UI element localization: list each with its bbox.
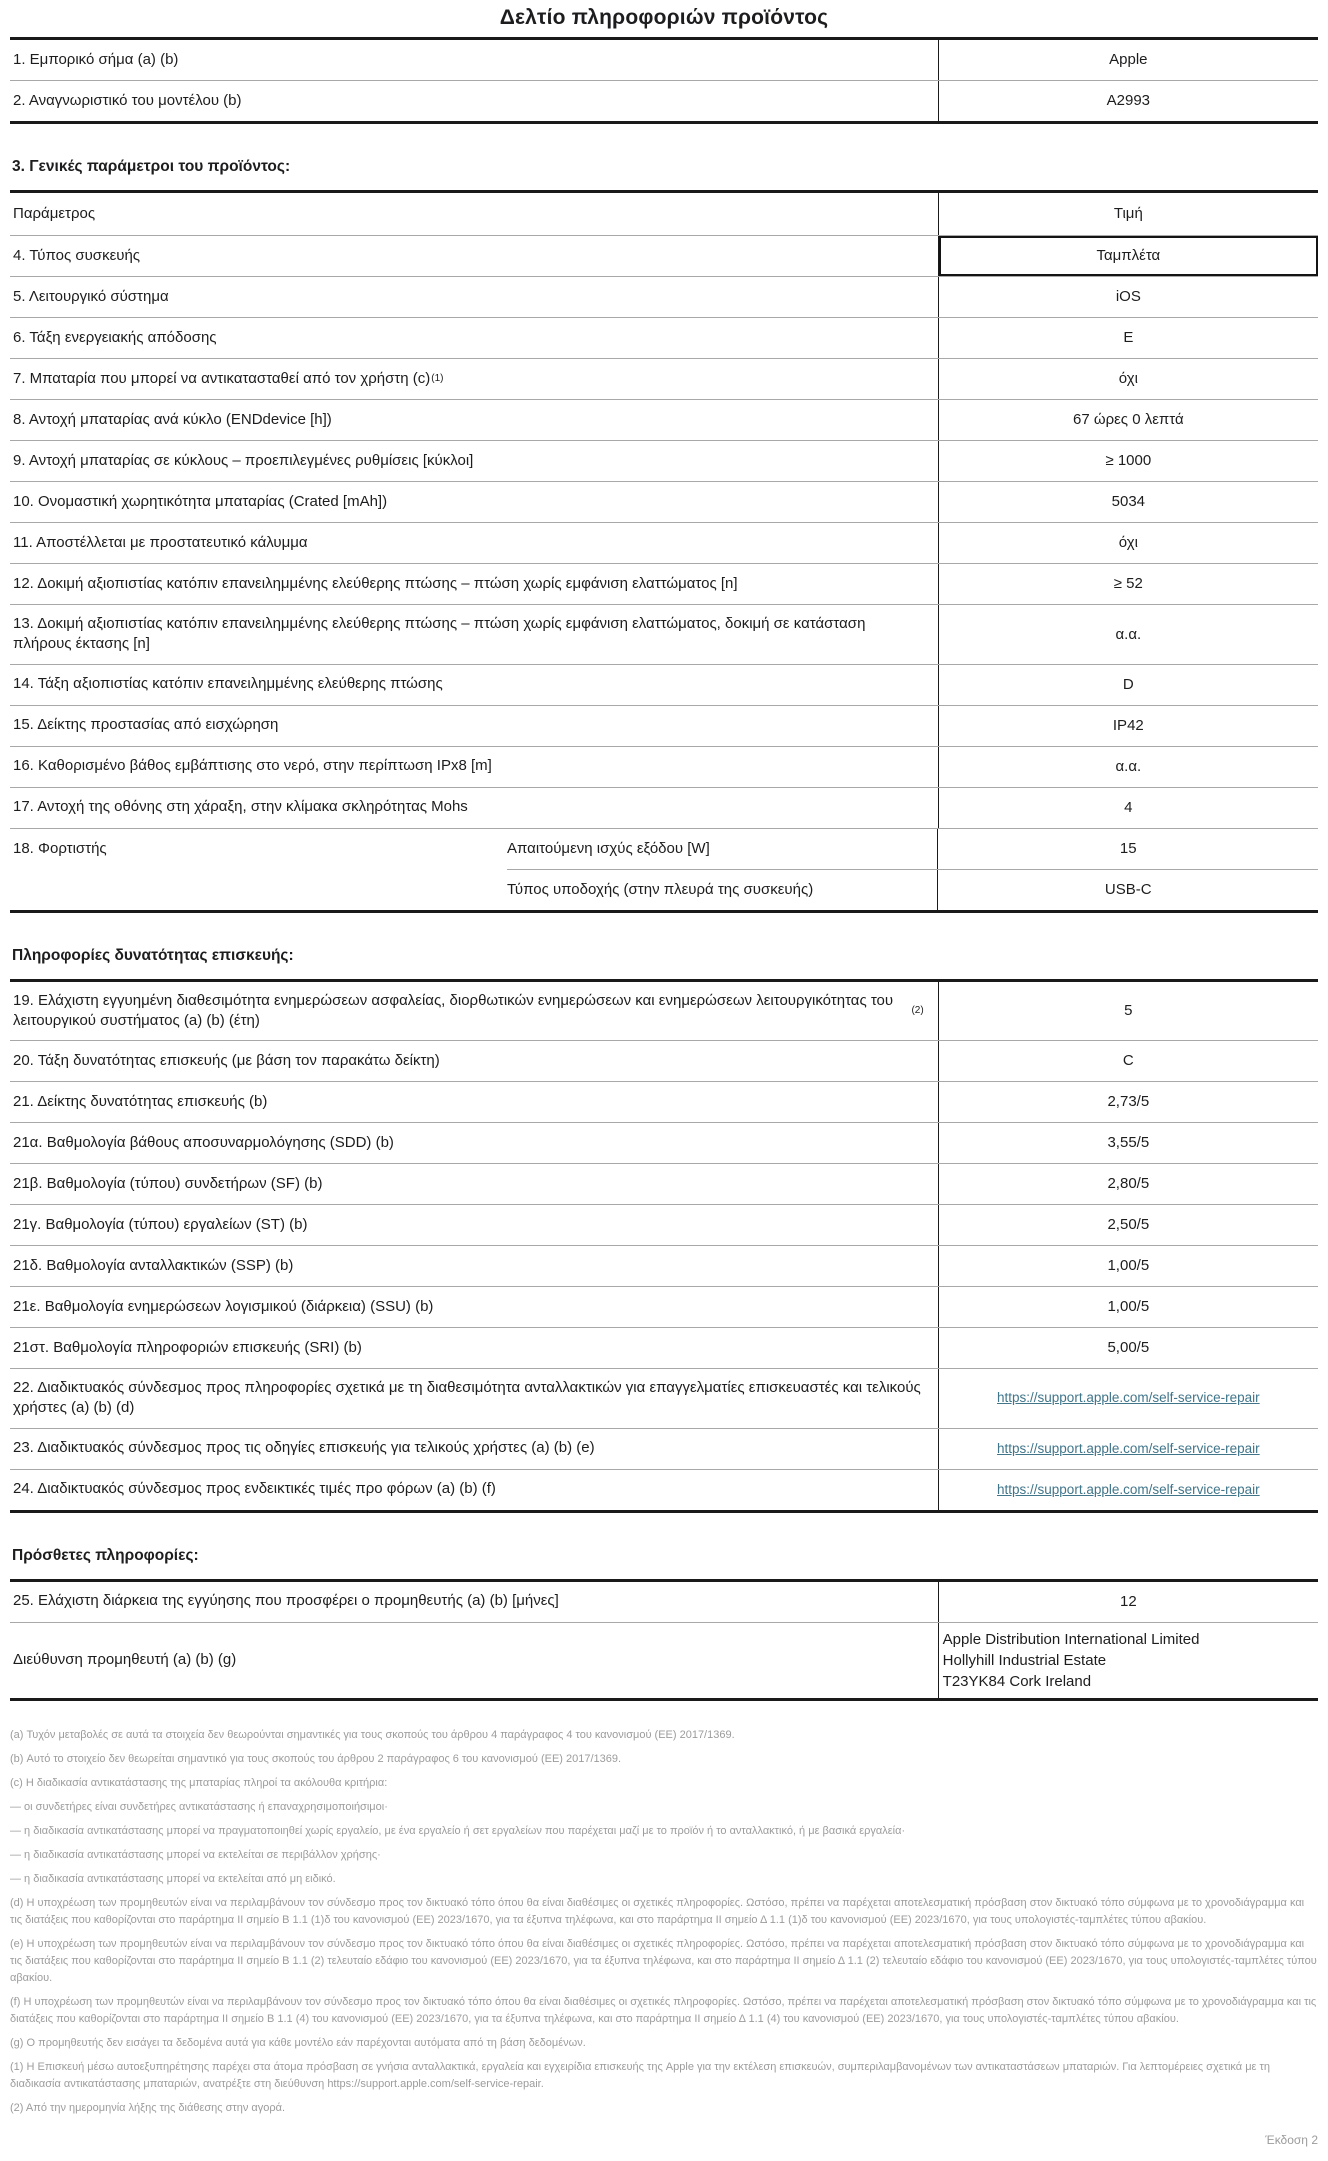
- param-label: 16. Καθορισμένο βάθος εμβάπτισης στο νερό, στην περίπτωση IPx8 [m]: [10, 747, 939, 787]
- param-label: 25. Ελάχιστη διάρκεια της εγγύησης που προσφέρει ο προμηθευτής (a) (b) [μήνες]: [10, 1582, 939, 1622]
- table-row-mohs-hardness: [10, 787, 1318, 828]
- param-value: iOS: [1115, 288, 1141, 306]
- param-value: 4: [1124, 798, 1133, 816]
- footnote: — η διαδικασία αντικατάστασης μπορεί να πραγματοποιηθεί χωρίς εργαλείο, με ένα εργαλείο ή σετ εργαλείων που παρέχεται μαζί με το προϊόν ή το ανταλλακτικό, ή με βασικά εργαλεία·: [10, 1824, 906, 1837]
- param-label: Τύπος υποδοχής (στην πλευρά της συσκευής): [507, 870, 938, 910]
- param-value: 15: [1119, 840, 1137, 857]
- param-label: 18. Φορτιστής: [13, 839, 107, 857]
- param-label: 7. Μπαταρία που μπορεί να αντικατασταθεί από τον χρήστη (c): [13, 369, 431, 387]
- repairability-heading: Πληροφορίες δυνατότητας επισκευής:: [12, 946, 294, 964]
- param-label: 8. Αντοχή μπαταρίας ανά κύκλο (ENDdevice [h]): [10, 400, 939, 440]
- param-value: IP42: [1112, 716, 1144, 734]
- table-row-device-type: [10, 235, 1318, 276]
- table-row-immersion-depth: [10, 746, 1318, 787]
- table-row-ingress-protection: [10, 705, 1318, 746]
- param-value: 2,80/5: [1107, 1175, 1150, 1193]
- table-row-supplier-address: [10, 1622, 1318, 1698]
- param-label: 19. Ελάχιστη εγγυημένη διαθεσιμότητα ενημερώσεων ασφαλείας, διορθωτικών ενημερώσεων και ενημερώσεων λειτουργικότητας του λειτουργικού συστήματος (a) (b) (έτη): [13, 991, 894, 1029]
- value-column-header: Τιμή: [1113, 205, 1143, 223]
- table-row-user-replaceable-battery: 7. Μπαταρία που μπορεί να αντικατασταθεί από τον χρήστη (c) (1) όχι: [10, 358, 1318, 399]
- table-row-repair-instructions-link: [10, 1428, 1318, 1469]
- param-label: 4. Τύπος συσκευής: [10, 236, 939, 276]
- footnote: (g) Ο προμηθευτής δεν εισάγει τα δεδομένα αυτά για κάθε μοντέλο εάν παρέχονται αυτόματα από τη βάση δεδομένων.: [10, 2037, 586, 2050]
- table-row-repairability-class: [10, 1040, 1318, 1081]
- param-value: 5034: [1111, 493, 1146, 511]
- table-row-model: [10, 80, 1318, 121]
- table-row-spare-parts-link: [10, 1368, 1318, 1428]
- param-value: 5: [1124, 1002, 1133, 1019]
- param-label: 21στ. Βαθμολογία πληροφοριών επισκευής (SRI) (b): [10, 1328, 939, 1368]
- general-params-heading: 3. Γενικές παράμετροι του προϊόντος:: [12, 158, 291, 175]
- table-row-ssu-score: [10, 1286, 1318, 1327]
- param-label: 12. Δοκιμή αξιοπιστίας κατόπιν επανειλημμένης ελεύθερης πτώσης – πτώση χωρίς εμφάνιση ελαττώματος [n]: [10, 564, 939, 604]
- table-header-row: [10, 193, 1318, 235]
- device-type-value-box: Ταμπλέτα: [939, 236, 1318, 276]
- param-label: 21ε. Βαθμολογία ενημερώσεων λογισμικού (διάρκεια) (SSU) (b): [10, 1287, 939, 1327]
- table-row-repairability-index: [10, 1081, 1318, 1122]
- table-row-st-score: [10, 1204, 1318, 1245]
- footnote: (c) Η διαδικασία αντικατάστασης της μπαταρίας πληροί τα ακόλουθα κριτήρια:: [10, 1776, 388, 1789]
- address-line: Hollyhill Industrial Estate: [942, 1651, 1107, 1669]
- param-value: 1,00/5: [1107, 1298, 1150, 1316]
- footnote: — η διαδικασία αντικατάστασης μπορεί να εκτελείται από μη ειδικό.: [10, 1872, 336, 1885]
- table-row-os: [10, 276, 1318, 317]
- self-service-repair-link[interactable]: https://support.apple.com/self-service-repair: [997, 1390, 1260, 1406]
- footnotes-section: [10, 1727, 1318, 2118]
- param-label: 11. Αποστέλλεται με προστατευτικό κάλυμμα: [10, 523, 939, 563]
- param-value: C: [1122, 1052, 1134, 1070]
- param-label: 6. Τάξη ενεργειακής απόδοσης: [10, 318, 939, 358]
- table-row-charger: [10, 828, 1318, 910]
- param-label: Απαιτούμενη ισχύς εξόδου [W]: [507, 829, 938, 869]
- repairability-table: [10, 979, 1318, 1513]
- param-value: USB-C: [1104, 881, 1152, 898]
- param-value: Apple: [1109, 51, 1148, 69]
- param-label: 20. Τάξη δυνατότητας επισκευής (με βάση τον παρακάτω δείκτη): [10, 1041, 939, 1081]
- param-value: α.α.: [1115, 625, 1142, 643]
- param-label: 21α. Βαθμολογία βάθους αποσυναρμολόγησης (SDD) (b): [10, 1123, 939, 1163]
- table-row-battery-endurance-cycle: [10, 399, 1318, 440]
- param-label: Διεύθυνση προμηθευτή (a) (b) (g): [10, 1623, 939, 1698]
- table-row-fall-reliability-class: [10, 664, 1318, 705]
- footnote: (1) Η Επισκευή μέσω αυτοεξυπηρέτησης παρέχει στα άτομα πρόσβαση σε γνήσια ανταλλακτικά, εργαλεία και εγχειρίδια επισκευής της Apple για την εκτέλεση επισκευών, συμπεριλαμβανομένων των αντικαταστάσεων μπαταριών. Για λεπτομέρειες σχετικά με τη διαδικασία αντικατάστασης μπαταριών, ανατρέξτε στη διεύθυνση https://support.apple.com/self-service-repair.: [10, 2061, 1270, 2091]
- param-label: 10. Ονομαστική χωρητικότητα μπαταρίας (Crated [mAh]): [10, 482, 939, 522]
- table-row-battery-cycles: [10, 440, 1318, 481]
- param-label: 24. Διαδικτυακός σύνδεσμος προς ενδεικτικές τιμές προ φόρων (a) (b) (f): [10, 1470, 939, 1510]
- param-label: 21δ. Βαθμολογία ανταλλακτικών (SSP) (b): [10, 1246, 939, 1286]
- table-row-guaranteed-updates: 19. Ελάχιστη εγγυημένη διαθεσιμότητα ενημερώσεων ασφαλείας, διορθωτικών ενημερώσεων και ενημερώσεων λειτουργικότητας του λειτουργικού συστήματος (a) (b) (έτη) (2) 5: [10, 982, 1318, 1041]
- param-label: 1. Εμπορικό σήμα (a) (b): [10, 40, 939, 80]
- param-label: 22. Διαδικτυακός σύνδεσμος προς πληροφορίες σχετικά με τη διαθεσιμότητα ανταλλακτικών για επαγγελματίες επισκευαστές και τελικούς χρήστες (a) (b) (d): [10, 1369, 939, 1428]
- table-row-sdd-score: [10, 1122, 1318, 1163]
- footnote: — οι συνδετήρες είναι συνδετήρες αντικατάστασης ή επαναχρησιμοποιήσιμοι·: [10, 1800, 388, 1813]
- address-line: Apple Distribution International Limited: [942, 1630, 1200, 1648]
- param-label: 14. Τάξη αξιοπιστίας κατόπιν επανειλημμένης ελεύθερης πτώσης: [10, 665, 939, 705]
- charger-connector-type-row: [507, 869, 1318, 910]
- param-label: 17. Αντοχή της οθόνης στη χάραξη, στην κλίμακα σκληρότητας Mohs: [10, 788, 939, 828]
- table-row-sf-score: [10, 1163, 1318, 1204]
- param-label: 23. Διαδικτυακός σύνδεσμος προς τις οδηγίες επισκευής για τελικούς χρήστες (a) (b) (e): [10, 1429, 939, 1469]
- param-value: 2,50/5: [1107, 1216, 1150, 1234]
- param-value: α.α.: [1115, 757, 1142, 775]
- param-value: A2993: [1106, 92, 1151, 110]
- param-label: 21β. Βαθμολογία (τύπου) συνδετήρων (SF) (b): [10, 1164, 939, 1204]
- table-row-battery-capacity: [10, 481, 1318, 522]
- address-line: T23YK84 Cork Ireland: [942, 1672, 1092, 1690]
- param-value: E: [1123, 329, 1134, 347]
- param-value: 1,00/5: [1107, 1257, 1150, 1275]
- param-value: 5,00/5: [1107, 1339, 1150, 1357]
- param-label: 2. Αναγνωριστικό του μοντέλου (b): [10, 81, 939, 121]
- footnote: (e) Η υποχρέωση των προμηθευτών είναι να περιλαμβάνουν τον σύνδεσμο προς τον δικτυακό τόπο όπου θα είναι διαθέσιμες οι σχετικές πληροφορίες. Ωστόσο, πρέπει να παρέχεται αποτελεσματική πρόσβαση στον δικτυακό τόπο σύμφωνα με το χρονοδιάγραμμα και τις διατάξεις που καθορίζονται στο παράρτημα ΙΙ σημείο Β 1.1 (2) τελευταίο εδάφιο του κανονισμού (ΕΕ) 2023/1670, για τα έξυπνα τηλέφωνα, και στο παράρτημα ΙΙ σημείο Δ 1.1 (2) τελευταίο εδάφιο του κανονισμού (ΕΕ) 2023/1670, για τους υπολογιστές-ταμπλέτες τύπου αβακίου.: [10, 1937, 1317, 1985]
- additional-info-heading: Πρόσθετες πληροφορίες:: [12, 1546, 199, 1564]
- self-service-repair-link[interactable]: https://support.apple.com/self-service-repair: [997, 1481, 1260, 1497]
- footnote: (d) Η υποχρέωση των προμηθευτών είναι να περιλαμβάνουν τον σύνδεσμο προς τον δικτυακό τόπο όπου θα είναι διαθέσιμες οι σχετικές πληροφορίες. Ωστόσο, πρέπει να παρέχεται αποτελεσματική πρόσβαση στον δικτυακό τόπο σύμφωνα με το χρονοδιάγραμμα και τις διατάξεις που καθορίζονται στο παράρτημα ΙΙ σημείο Β 1.1 (1)δ του κανονισμού (ΕΕ) 2023/1670, για τα έξυπνα τηλέφωνα, και στο παράρτημα ΙΙ σημείο Δ 1.1 (1)δ του κανονισμού (ΕΕ) 2023/1670, για τους υπολογιστές-ταμπλέτες τύπου αβακίου.: [10, 1896, 1305, 1926]
- footnote: (2) Από την ημερομηνία λήξης της διάθεσης στην αγορά.: [10, 2102, 286, 2115]
- param-value: 12: [1119, 1592, 1137, 1610]
- table-row-free-fall-no-defect: [10, 563, 1318, 604]
- table-row-ssp-score: [10, 1245, 1318, 1286]
- supplier-address: [939, 1623, 1318, 1698]
- table-row-protective-cover: [10, 522, 1318, 563]
- param-value: όχι: [1118, 534, 1138, 552]
- product-id-table: [10, 37, 1318, 124]
- param-value: 3,55/5: [1107, 1134, 1150, 1152]
- footnote: (a) Τυχόν μεταβολές σε αυτά τα στοιχεία δεν θεωρούνται σημαντικές για τους σκοπούς του άρθρου 4 παράγραφος 4 του κανονισμού (ΕΕ) 2017/1369.: [10, 1728, 735, 1741]
- table-row-indicative-prices-link: [10, 1469, 1318, 1510]
- table-row-sri-score: [10, 1327, 1318, 1368]
- param-label: 9. Αντοχή μπαταρίας σε κύκλους – προεπιλεγμένες ρυθμίσεις [κύκλοι]: [10, 441, 939, 481]
- page-title: Δελτίο πληροφοριών προϊόντος: [499, 6, 829, 29]
- param-value: όχι: [1118, 370, 1138, 388]
- footnote: — η διαδικασία αντικατάστασης μπορεί να εκτελείται σε περιβάλλον χρήσης·: [10, 1848, 381, 1861]
- footnote: (b) Αυτό το στοιχείο δεν θεωρείται σημαντικό για τους σκοπούς του άρθρου 2 παράγραφος 6 του κανονισμού (ΕΕ) 2017/1369.: [10, 1752, 622, 1765]
- table-row-energy-class: [10, 317, 1318, 358]
- param-value: 67 ώρες 0 λεπτά: [1073, 411, 1184, 429]
- param-value: ≥ 1000: [1105, 452, 1152, 470]
- table-row-brand: [10, 40, 1318, 80]
- param-label: 21γ. Βαθμολογία (τύπου) εργαλείων (ST) (b): [10, 1205, 939, 1245]
- additional-info-table: [10, 1579, 1318, 1701]
- version-label: Έκδοση 2: [1265, 2133, 1318, 2148]
- charger-output-power-row: [507, 829, 1318, 869]
- self-service-repair-link[interactable]: https://support.apple.com/self-service-repair: [997, 1440, 1260, 1456]
- param-value: ≥ 52: [1113, 575, 1143, 593]
- param-value: 2,73/5: [1107, 1093, 1150, 1111]
- general-params-table: [10, 190, 1318, 913]
- param-column-header: Παράμετρος: [10, 193, 939, 235]
- param-label: 15. Δείκτης προστασίας από εισχώρηση: [10, 706, 939, 746]
- footnote: (f) Η υποχρέωση των προμηθευτών είναι να περιλαμβάνουν τον σύνδεσμο προς τον δικτυακό τόπο όπου θα είναι διαθέσιμες οι σχετικές πληροφορίες. Ωστόσο, πρέπει να παρέχεται αποτελεσματική πρόσβαση στον δικτυακό τόπο σύμφωνα με το χρονοδιάγραμμα και τις διατάξεις που καθορίζονται στο παράρτημα ΙΙ σημείο Β 1.1 (4) του κανονισμού (ΕΕ) 2023/1670, για τα έξυπνα τηλέφωνα, και στο παράρτημα ΙΙ σημείο Δ 1.1 (4) του κανονισμού (ΕΕ) 2023/1670, για τους υπολογιστές-ταμπλέτες τύπου αβακίου.: [10, 1996, 1317, 2026]
- param-value: D: [1122, 675, 1134, 693]
- param-label: 21. Δείκτης δυνατότητας επισκευής (b): [10, 1082, 939, 1122]
- table-row-free-fall-full-extent: [10, 604, 1318, 664]
- table-row-warranty: [10, 1582, 1318, 1622]
- param-label: 13. Δοκιμή αξιοπιστίας κατόπιν επανειλημμένης ελεύθερης πτώσης – πτώση χωρίς εμφάνιση ελαττώματος, δοκιμή σε κατάσταση πλήρους έκτασης [n]: [10, 605, 939, 664]
- param-label: 5. Λειτουργικό σύστημα: [10, 277, 939, 317]
